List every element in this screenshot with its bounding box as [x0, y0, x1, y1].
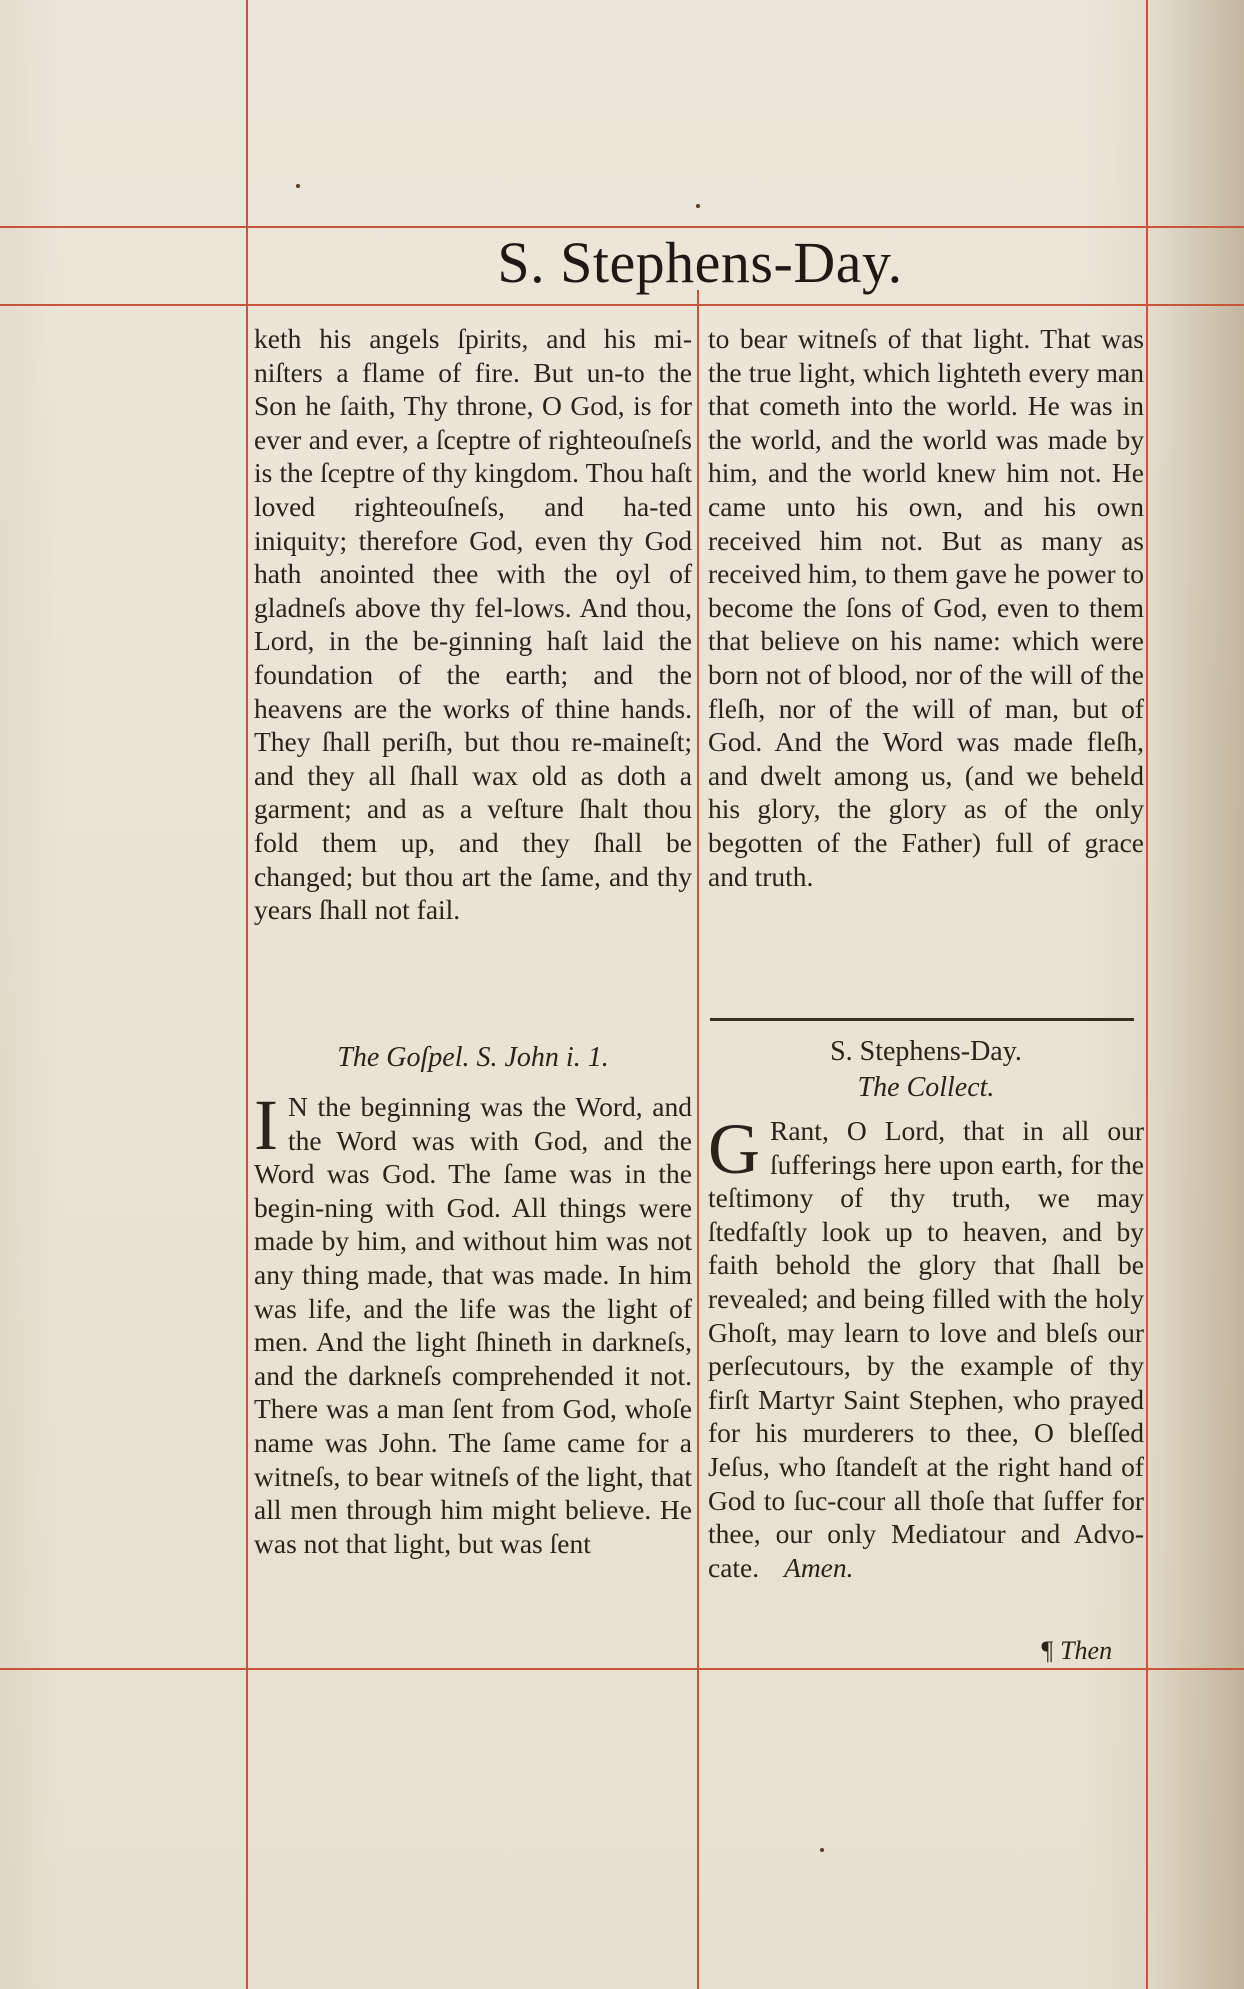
- red-rule-center: [697, 290, 699, 1989]
- gospel-paragraph: [254, 1085, 692, 1560]
- gospel-dropcap: I: [254, 1085, 278, 1165]
- collect-dropcap: G: [708, 1109, 760, 1189]
- gospel-continued-text: to bear witneſs of that light. That was the true light, which lighteth every man that cometh into the world. He was in the world, and the world was made by him, and the world knew him not. He came unto his own, and his own received him not. But as many as received him, to them gave he power to become the ſons of God, even to them that believe on his name: which were born not of blood, nor of the will of the fleſh, nor of the will of man, but of God. And the Word was made fleſh, and dwelt among us, (and we beheld his glory, the glory as of the only begotten of the Father) full of grace and truth.: [708, 323, 1144, 892]
- red-rule-right: [1146, 0, 1148, 1989]
- collect-amen: Amen.: [784, 1551, 854, 1583]
- collect-heading-day: S. Stephens-Day.: [830, 1036, 1022, 1067]
- collect-text: Rant, O Lord, that in all our ſufferings here upon earth, for the teſtimony of thy truth, we may ſtedfaſtly look up to heaven, and by faith behold the glory that ſhall be revealed; and being filled with the holy Ghoſt, may learn to love and bleſs our perſecutours, by the example of thy firſt Martyr Saint Stephen, who prayed for his murderers to thee, O bleſſed Jeſus, who ſtandeſt at the right hand of God to ſuc-cour all thoſe that ſuffer for thee, our only Mediatour and Advo-cate.: [708, 1115, 1144, 1583]
- left-column-gospel: [254, 1040, 692, 1560]
- gospel-heading: The Goſpel. S. John i. 1.: [337, 1042, 609, 1073]
- catchword: ¶ Then: [1040, 1636, 1113, 1665]
- right-column-gospel-continued: [708, 322, 1144, 893]
- section-divider: [710, 1018, 1134, 1021]
- left-column-epistle: [254, 322, 692, 927]
- red-rule-top-lower: [0, 304, 1244, 306]
- red-rule-bottom: [0, 1668, 1244, 1670]
- red-rule-left: [246, 0, 248, 1989]
- ink-speck: [696, 204, 700, 208]
- ink-speck: [820, 1848, 824, 1852]
- collect-paragraph: [708, 1109, 1144, 1584]
- gospel-text: N the beginning was the Word, and the Word was with God, and the Word was God. The ſame was in the begin-ning with God. All things were made by him, and without him was not any thing made, that was made. In him was life, and the life was the light of men. And the light ſhineth in darkneſs, and the darkneſs comprehended it not. There was a man ſent from God, whoſe name was John. The ſame came for a witneſs, to bear witneſs of the light, that all men through him might believe. He was not that light, but was ſent: [254, 1091, 692, 1559]
- epistle-text: keth his angels ſpirits, and his mi-niſters a flame of fire. But un-to the Son he ſaith, Thy throne, O God, is for ever and ever, a ſceptre of righteouſneſs is the ſceptre of thy kingdom. Thou haſt loved righteouſneſs, and ha-ted iniquity; therefore God, even thy God hath anointed thee with the oyl of gladneſs above thy fel-lows. And thou, Lord, in the be-ginning haſt laid the foundation of the earth; and the heavens are the works of thine hands. They ſhall periſh, but thou re-maineſt; and they all ſhall wax old as doth a garment; and as a veſture ſhalt thou fold them up, and they ſhall be changed; but thou art the ſame, and thy years ſhall not fail.: [254, 323, 692, 926]
- ink-speck: [296, 184, 300, 188]
- right-column-collect: [708, 1034, 1144, 1584]
- collect-heading: The Collect.: [857, 1072, 995, 1103]
- page-title: S. Stephens-Day.: [497, 230, 903, 295]
